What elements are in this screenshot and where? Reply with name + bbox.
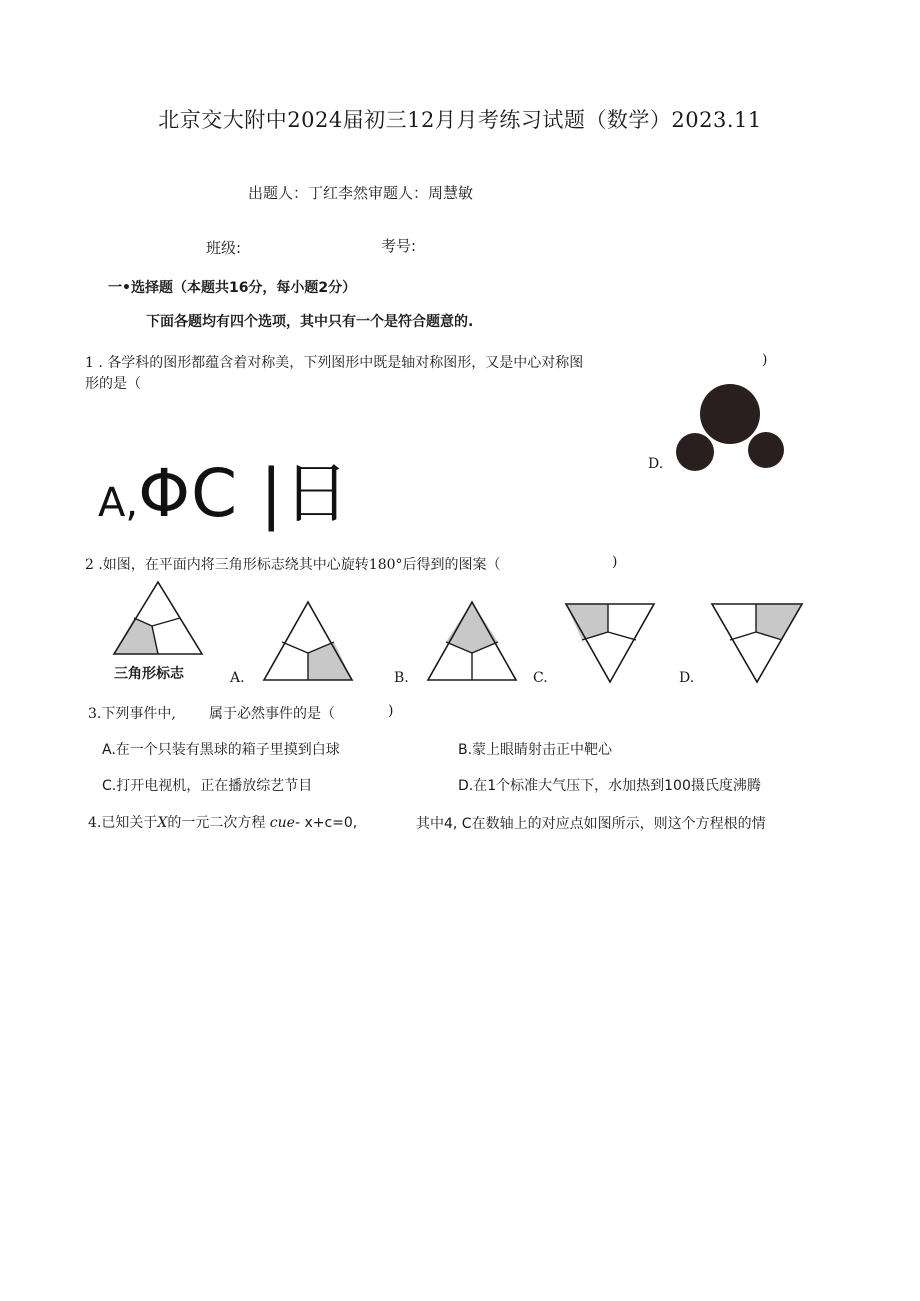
- q4-text-b: 的一元二次方程: [167, 815, 266, 831]
- q3-paren-close: ): [388, 703, 394, 719]
- q1-text-line2: 形的是（: [85, 376, 141, 392]
- right-circle: [748, 432, 784, 468]
- q4-text-a: 4.已知关于: [88, 815, 158, 831]
- q1-option-d-figure: [672, 384, 792, 474]
- divider-3: [608, 632, 636, 640]
- q3-text-end: 属于必然事件的是（: [209, 706, 335, 722]
- shaded-region: [308, 642, 352, 680]
- q2-option-d-label: D.: [679, 670, 695, 686]
- divider-2: [282, 642, 308, 653]
- page-title: 北京交大附中2024届初三12月月考练习试题（数学）2023.11: [158, 108, 762, 132]
- q1-option-d-label: D.: [648, 456, 664, 472]
- q4-text: [88, 812, 357, 832]
- q4-equation-rest: - x+c=0,: [294, 815, 358, 831]
- exam-number-label: 考号:: [381, 237, 417, 255]
- section-instruction: 下面各题均有四个选项，其中只有一个是符合题意的.: [146, 314, 474, 330]
- triangle-logo: [112, 580, 207, 660]
- big-circle: [700, 384, 760, 444]
- q2-option-c-figure: [564, 602, 656, 686]
- q3-option-b: B.蒙上眼睛射击正中靶心: [458, 742, 613, 758]
- q2-option-a-figure: [262, 600, 354, 684]
- q2-paren-close: ): [612, 554, 618, 570]
- q2-text: 2 .如图，在平面内将三角形标志绕其中心旋转180°后得到的图案（: [85, 557, 501, 573]
- q3-text-start: 3.下列事件中,: [88, 706, 176, 722]
- q2-option-a-label: A.: [230, 670, 245, 686]
- q3-option-c: C.打开电视机，正在播放综艺节目: [102, 778, 313, 794]
- q2-option-c-label: C.: [533, 670, 548, 686]
- q2-option-b-label: B.: [394, 670, 409, 686]
- logo-shaded-region: [114, 618, 158, 654]
- q3-option-a: A.在一个只装有黑球的箱子里摸到白球: [102, 742, 340, 758]
- q1-option-a: A,: [98, 480, 139, 526]
- triangle-logo-caption: 三角形标志: [114, 666, 184, 682]
- q2-option-b-figure: [426, 600, 518, 684]
- q3-option-d: D.在1个标准大气压下，水加热到100摄氏度沸腾: [458, 778, 761, 794]
- divider-2: [730, 632, 756, 640]
- q2-option-d-figure: [710, 602, 806, 686]
- q4-text-continued: 其中4, C在数轴上的对应点如图所示，则这个方程根的情: [416, 816, 766, 832]
- section-heading: 一•选择题（本题共16分，每小题2分）: [108, 280, 357, 296]
- q4-equation-italic: cue: [269, 815, 295, 831]
- q4-variable-x: X: [157, 815, 168, 831]
- class-label: 班级:: [206, 239, 242, 257]
- logo-divider-3: [152, 618, 180, 626]
- q1-options-abc: [98, 440, 350, 535]
- q1-option-bc: ΦC |日: [138, 455, 351, 532]
- left-circle: [676, 433, 714, 471]
- q1-text-line1: 1 . 各学科的图形都蕴含着对称美，下列图形中既是轴对称图形，又是中心对称图: [85, 355, 584, 371]
- authors-line: 出题人：丁红李然审题人：周慧敏: [248, 184, 474, 202]
- q1-paren-close: ): [762, 352, 768, 368]
